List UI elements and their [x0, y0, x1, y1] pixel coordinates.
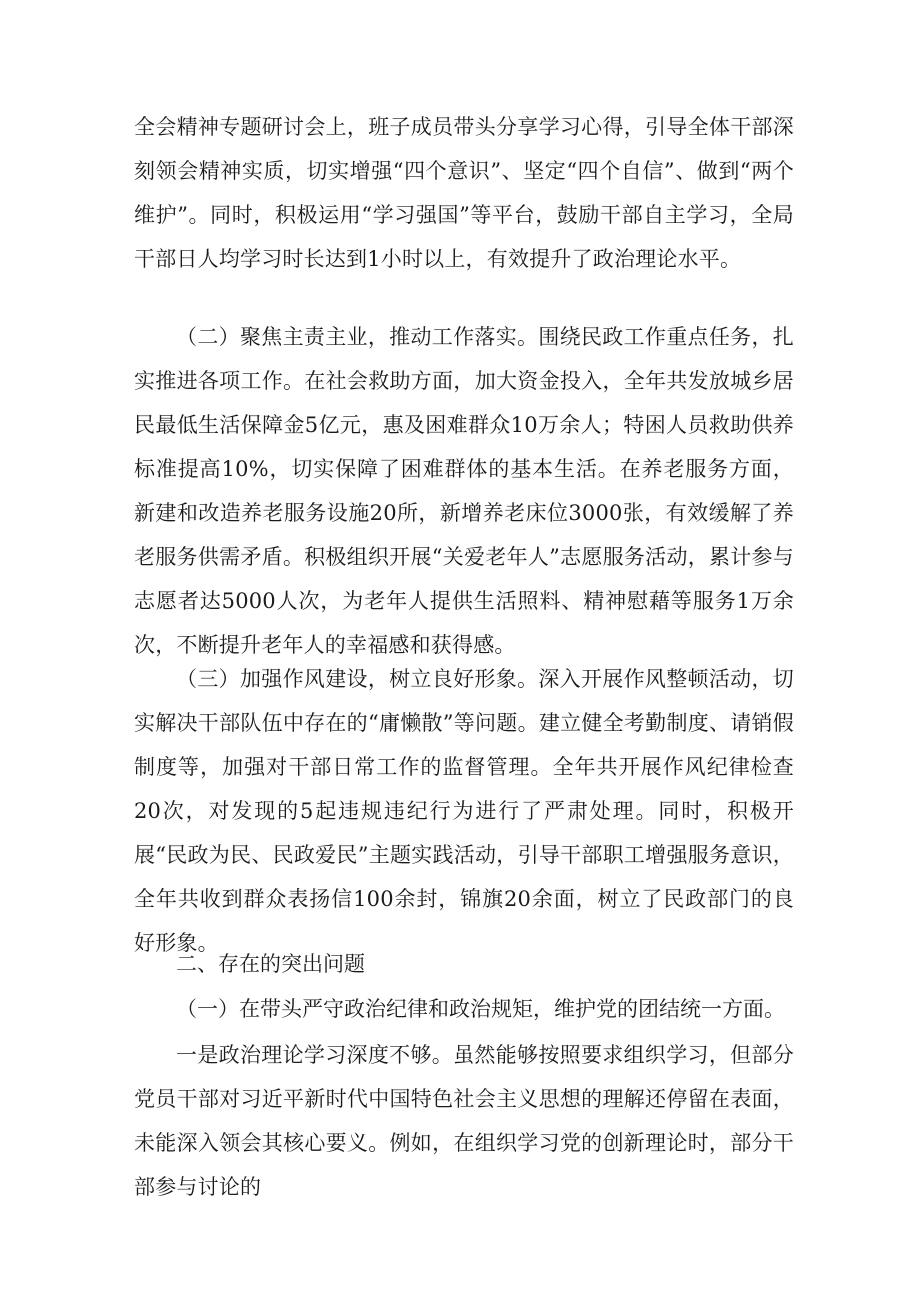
paragraph-work-style: （三）加强作风建设，树立良好形象。深入开展作风整顿活动，切实解决干部队伍中存在的“庸懒散”等问题。建立健全考勤制度、请销假制度等，加强对干部日常工作的监督管理。全年共开展作风纪律检查20次，对发现的5起违规违纪行为进行了严肃处理。同时，积极开展“民政为民、民政爱民”主题实践活动，引导干部职工增强服务意识，全年共收到群众表扬信100余封，锦旗20余面，树立了民政部门的良好形象。 [134, 667, 794, 955]
section-heading-problems: 二、存在的突出问题 [176, 952, 365, 976]
paragraph-study-continuation: 全会精神专题研讨会上，班子成员带头分享学习心得，引导全体干部深刻领会精神实质，切实增强“四个意识”、坚定“四个自信”、做到“两个维护”。同时，积极运用“学习强国”等平台，鼓励干部自主学习，全局干部日人均学习时长达到1小时以上，有效提升了政治理论水平。 [134, 115, 794, 271]
paragraph-theory-study: 一是政治理论学习深度不够。虽然能够按照要求组织学习，但部分党员干部对习近平新时代中国特色社会主义思想的理解还停留在表面，未能深入领会其核心要义。例如，在组织学习党的创新理论时，部分干部参与讨论的 [134, 1043, 794, 1199]
paragraph-main-duties: （二）聚焦主责主业，推动工作落实。围绕民政工作重点任务，扎实推进各项工作。在社会救助方面，加大资金投入，全年共发放城乡居民最低生活保障金5亿元，惠及困难群众10万余人；特困人员救助供养标准提高10%，切实保障了困难群体的基本生活。在养老服务方面，新建和改造养老服务设施20所，新增养老床位3000张，有效缓解了养老服务供需矛盾。积极组织开展“关爱老年人”志愿服务活动，累计参与志愿者达5000人次，为老年人提供生活照料、精神慰藉等服务1万余次，不断提升老年人的幸福感和获得感。 [134, 325, 794, 657]
sub-heading-political-discipline: （一）在带头严守政治纪律和政治规矩，维护党的团结统一方面。 [176, 997, 785, 1021]
